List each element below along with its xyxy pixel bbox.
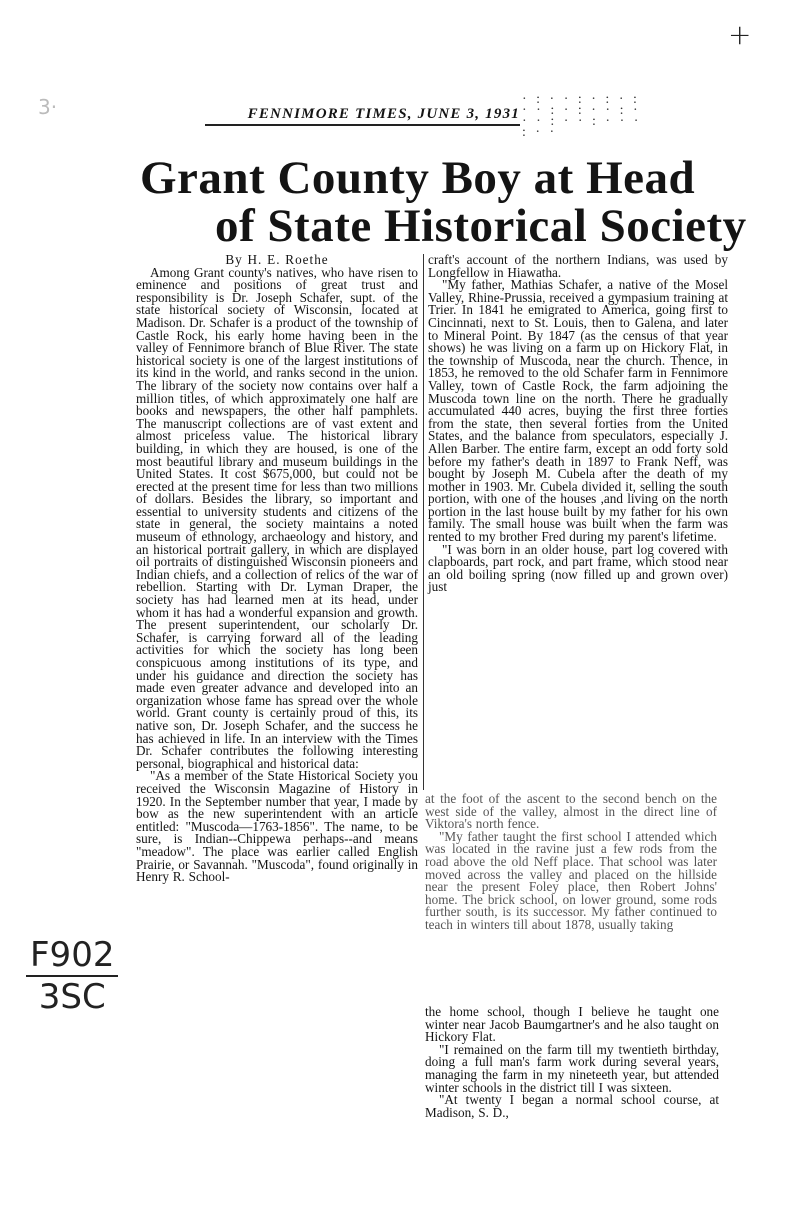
paragraph: "As a member of the State Historical Society you received the Wisconsin Magazine of History in 1920. In the September number that year, I made by bow as the new superintendent with an article entitled: "Muscoda—1763-1856". The name, to be sure, is Indian--Chippewa perhaps--and means "meadow". The place was earlier called English Prairie, or Savannah. "Muscoda", found originally in Henry R. School-	[136, 768, 418, 885]
handwritten-plus-mark: +	[728, 18, 752, 51]
article-column-left	[136, 254, 418, 1174]
article-column-right	[423, 254, 728, 790]
newspaper-masthead: FENNIMORE TIMES, JUNE 3, 1931	[205, 106, 520, 126]
paragraph: at the foot of the ascent to the second bench on the west side of the valley, almost in the direct line of Viktora's north fence.	[425, 791, 717, 832]
faint-corner-mark: 3·	[38, 95, 58, 119]
byline: By H. E. Roethe	[225, 252, 329, 267]
paragraph: "I was born in an older house, part log covered with clapboards, part rock, and part frame, which stood near an old boiling spring (now filled up and grown over) just	[428, 541, 728, 595]
paragraph: the home school, though I believe he taught one winter near Jacob Baumgartner's and he also taught on Hickory Flat.	[425, 1004, 719, 1045]
paragraph: craft's account of the northern Indians, was used by Longfellow in Hiawatha.	[428, 252, 728, 280]
paragraph: "My father taught the first school I attended which was located in the ravine just a few rods from the road above the old Neff place. That school was later moved across the valley and placed on the hillside near the present Foley place, then Robert Johns' home. The brick school, on lower ground, some rods further south, is its successor. My father continued to teach in winters till about 1878, usually taking	[425, 828, 717, 932]
article-column-right-lower	[425, 1006, 719, 1186]
headline-line-1: Grant County Boy at Head	[140, 152, 696, 204]
headline-line-2: of State Historical Society	[215, 200, 747, 252]
paragraph: Among Grant county's natives, who have risen to eminence and positions of great trust and responsibility is Dr. Joseph Schafer, supt. of the state historical society of Wisconsin, located at Madison. Dr. Schafer is a product of the township of Castle Rock, his early home having been in the valley of Fennimore branch of Blue River. The state historical society is one of the largest institutions of its kind in the world, and ranks second in the union. The library of the society now contains over half a million titles, of which approximately one half are books and newspapers, the other half pamphlets. The manuscript collections are of vast extent and almost priceless value. The historical library building, in which they are housed, is one of the most beautiful library and museum buildings in the United States. It cost $675,000, but could not be erected at the present time for less than two millions of dollars. Besides the library, so important and essential to university students and citizens of the state in general, the society maintains a noted museum of ethnology, archaeology and history, and an historical portrait gallery, in which are displayed oil portraits of distinguished Wisconsin pioneers and Indian chiefs, and a collection of relics of the war of rebellion. Starting with Dr. Lyman Draper, the society has had learned men at its head, under whom it has had a wonderful expansion and growth. The present superintendent, our scholarly Dr. Schafer, is carrying forward all of the leading activities for which the society has long been conspicuous among institutions of its type, and under his guidance and direction the society has made even greater advance and developed into an organization whose fame has spread over the whole world. Grant county is certainly proud of this, its native son, Dr. Joseph Schafer, and the success he has achieved in life. In an interview with the Times Dr. Schafer contributes the following interesting personal, biographical and historical data:	[136, 264, 418, 771]
handwritten-call-number	[26, 935, 118, 1017]
call-number-line2: 3SC	[38, 977, 106, 1017]
paragraph: "My father, Mathias Schafer, a native of the Mosel Valley, Rhine-Prussia, received a gympasium training at Trier. In 1841 he emigrated to America, going first to Cincinnati, next to St. Louis, then to Galena, and later to Mineral Point. By 1847 (as the census of that year shows) he was living on a farm up on Hickory Flat, in the township of Muscoda, near the church. Thence, in 1853, he removed to the old Schafer farm in Fennimore Valley, town of Castle Rock, the farm adjoining the Muscoda town line on the north. There he gradually accumulated 440 acres, buying the first three forties from the state, then several forties from the United States, and the balance from speculators, especially J. Allen Barber. The entire farm, except an odd forty sold before my father's death in 1897 to Frank Neff, was bought by Joseph M. Cubela after the death of my mother in 1903. Mr. Cubela divided it, selling the south portion, with one of the houses ,and living on the north portion in the last house built by my father for his own family. The small house was built when the farm was rented to my brother Fred during my parent's lifetime.	[428, 277, 728, 545]
paragraph: "I remained on the farm till my twentieth birthday, doing a full man's farm work during several years, managing the farm in my nineteeth year, but attended winter schools in the district till I was sixteen.	[425, 1041, 719, 1095]
article-column-right-faint	[425, 793, 717, 1003]
call-number-line1: F902	[26, 935, 118, 977]
paragraph: "At twenty I began a normal school course, at Madison, S. D.,	[425, 1092, 719, 1120]
perforation-dots: · : · · : · : · : · · : · : · · : · · · : · · : · · · : · ·	[522, 92, 642, 140]
